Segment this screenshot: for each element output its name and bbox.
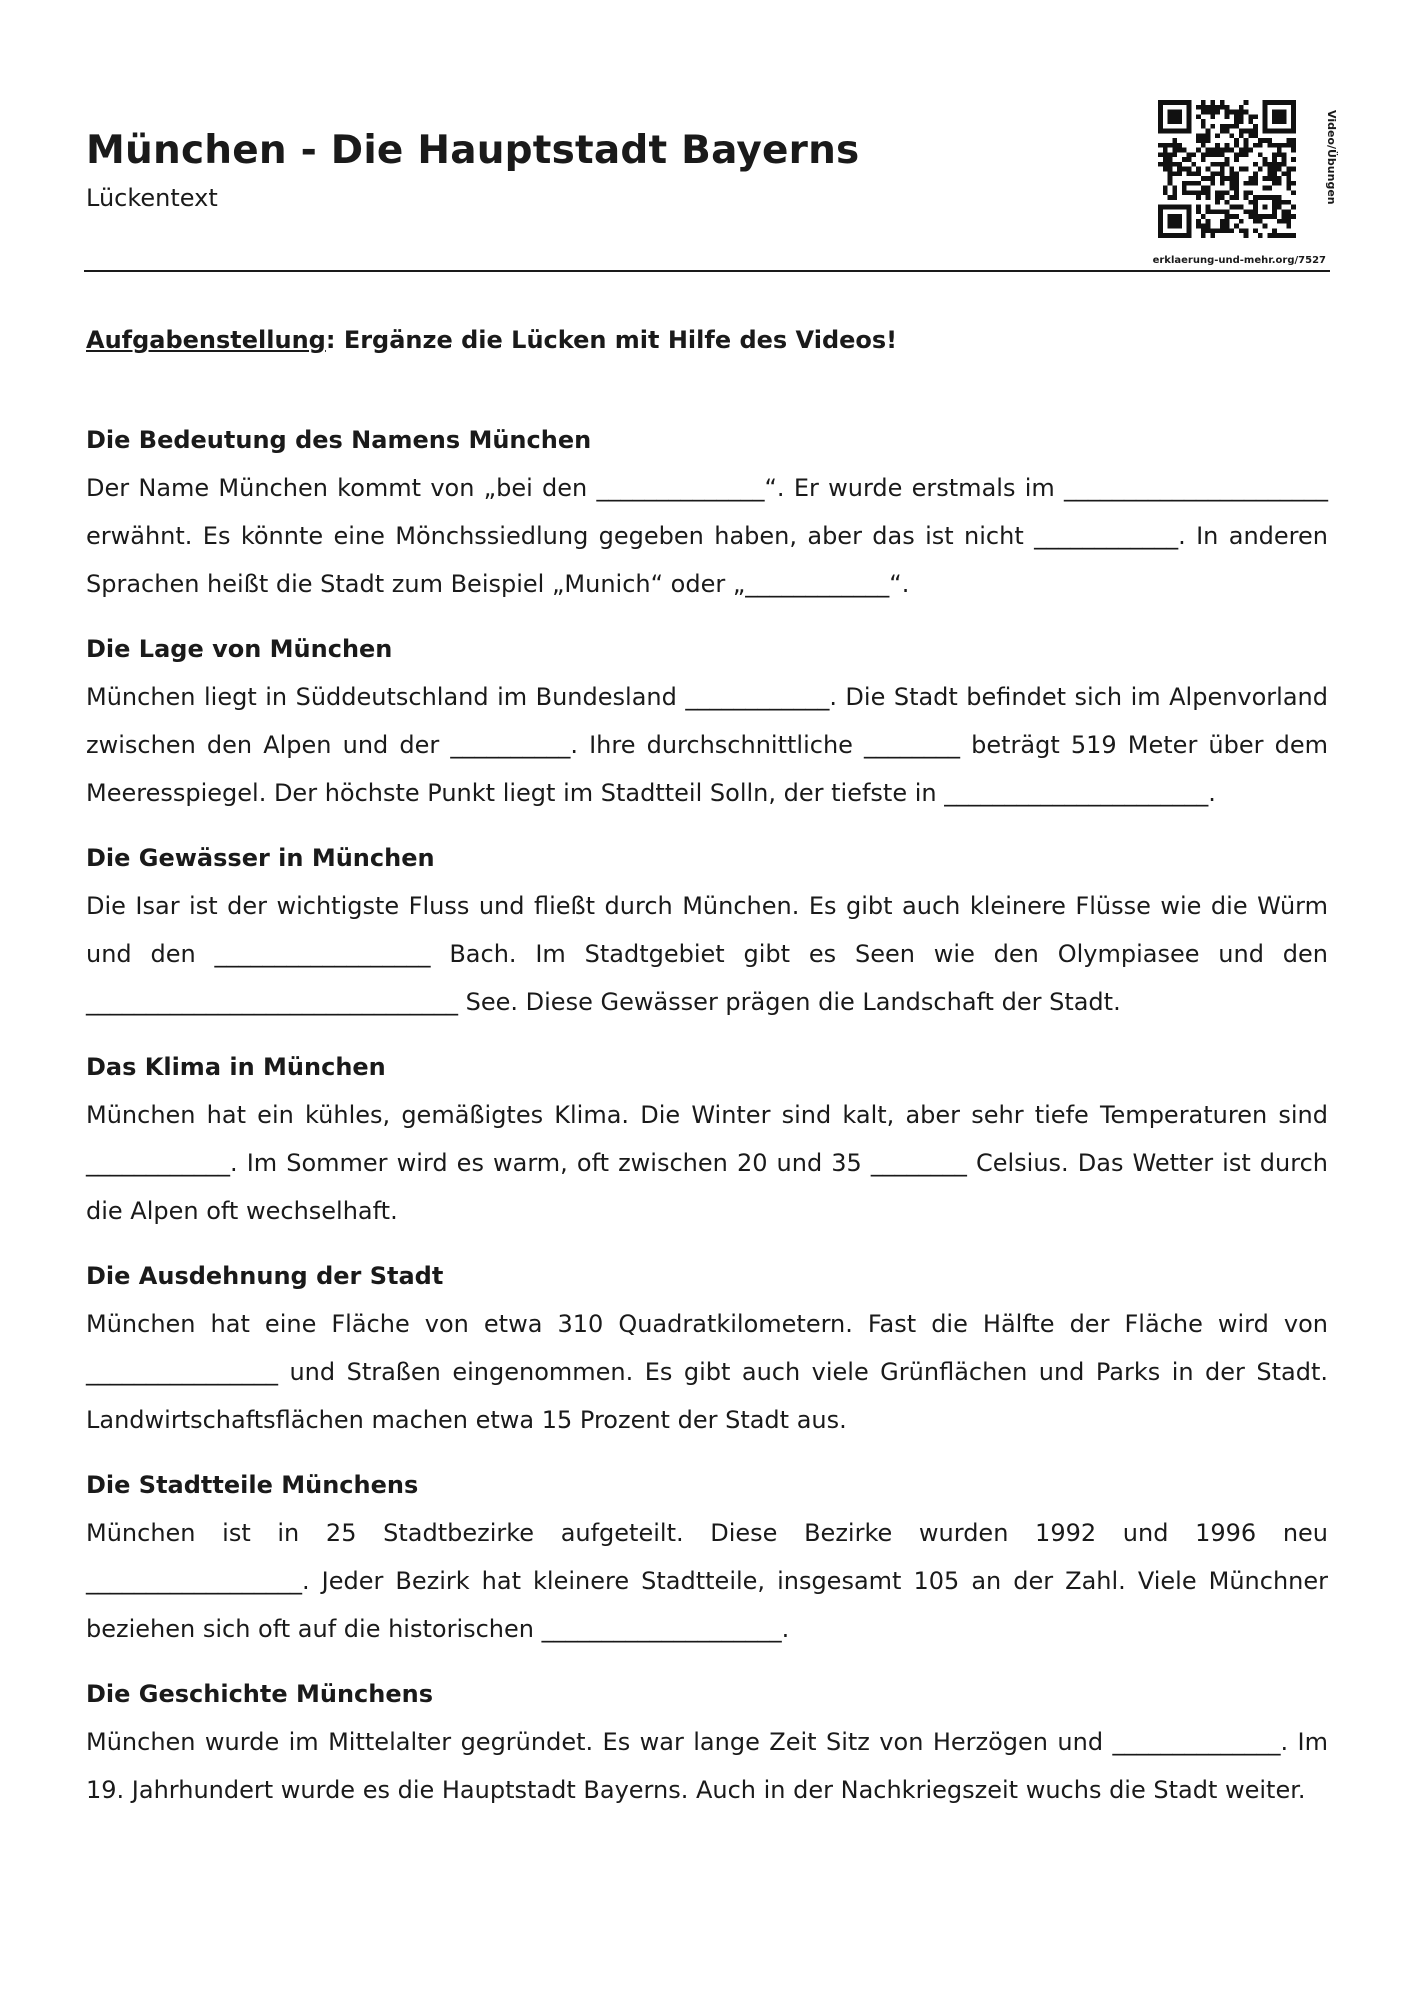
- section-heading: Die Stadtteile Münchens: [86, 1471, 419, 1499]
- section-text: München liegt in Süddeutschland im Bundesland ____________. Die Stadt befindet sich im Alpenvorland zwischen den Alpen und der __________. Ihre durchschnittliche ________ beträgt 519 Meter über dem Meeresspiegel. Der höchste Punkt liegt im Stadtteil Solln, der tiefste in ______________________.: [86, 683, 1328, 807]
- task-instruction: [86, 326, 1332, 354]
- section-area: [86, 1252, 1328, 1444]
- qr-url[interactable]: erklaerung-und-mehr.org/7527: [1152, 255, 1326, 266]
- section-text: Die Isar ist der wichtigste Fluss und fließt durch München. Es gibt auch kleinere Flüsse wie die Würm und den __________________ Bach. Im Stadtgebiet gibt es Seen wie den Olympiasee und den _______________________________ See. Diese Gewässer prägen die Landschaft der Stadt.: [86, 892, 1328, 1016]
- header-divider: [84, 270, 1330, 272]
- section-text: München wurde im Mittelalter gegründet. Es war lange Zeit Sitz von Herzögen und ______________. Im 19. Jahrhundert wurde es die Hauptstadt Bayerns. Auch in der Nachkriegszeit wuchs die Stadt weiter.: [86, 1728, 1328, 1804]
- qr-side-label: Video/Übungen: [1325, 110, 1338, 205]
- worksheet-content: [86, 416, 1328, 1831]
- section-districts: [86, 1461, 1328, 1653]
- qr-code-icon[interactable]: [1158, 100, 1296, 238]
- task-label: Aufgabenstellung: [86, 326, 326, 354]
- section-heading: Das Klima in München: [86, 1053, 386, 1081]
- section-text: Der Name München kommt von „bei den ______________“. Er wurde erstmals im ______________________ erwähnt. Es könnte eine Mönchssiedlung gegeben haben, aber das ist nicht ____________. In anderen Sprachen heißt die Stadt zum Beispiel „Munich“ oder „____________“.: [86, 474, 1328, 598]
- task-text: : Ergänze die Lücken mit Hilfe des Videos!: [325, 326, 898, 354]
- section-heading: Die Lage von München: [86, 635, 393, 663]
- section-heading: Die Gewässer in München: [86, 844, 435, 872]
- qr-code-graphic: [1158, 100, 1296, 238]
- section-climate: [86, 1043, 1328, 1235]
- page-title: München - Die Hauptstadt Bayerns: [86, 128, 860, 173]
- section-text: München hat eine Fläche von etwa 310 Quadratkilometern. Fast die Hälfte der Fläche wird von ________________ und Straßen eingenommen. Es gibt auch viele Grünflächen und Parks in der Stadt. Landwirtschaftsflächen machen etwa 15 Prozent der Stadt aus.: [86, 1310, 1328, 1434]
- page-subtitle: Lückentext: [86, 184, 218, 212]
- section-heading: Die Geschichte Münchens: [86, 1680, 434, 1708]
- section-heading: Die Ausdehnung der Stadt: [86, 1262, 444, 1290]
- section-history: [86, 1670, 1328, 1814]
- section-location: [86, 625, 1328, 817]
- section-text: München hat ein kühles, gemäßigtes Klima. Die Winter sind kalt, aber sehr tiefe Temperaturen sind ____________. Im Sommer wird es warm, oft zwischen 20 und 35 ________ Celsius. Das Wetter ist durch die Alpen oft wechselhaft.: [86, 1101, 1328, 1225]
- section-waters: [86, 834, 1328, 1026]
- section-text: München ist in 25 Stadtbezirke aufgeteilt. Diese Bezirke wurden 1992 und 1996 neu __________________. Jeder Bezirk hat kleinere Stadtteile, insgesamt 105 an der Zahl. Viele Münchner beziehen sich oft auf die historischen ____________________.: [86, 1519, 1328, 1643]
- section-name-meaning: [86, 416, 1328, 608]
- section-heading: Die Bedeutung des Namens München: [86, 426, 592, 454]
